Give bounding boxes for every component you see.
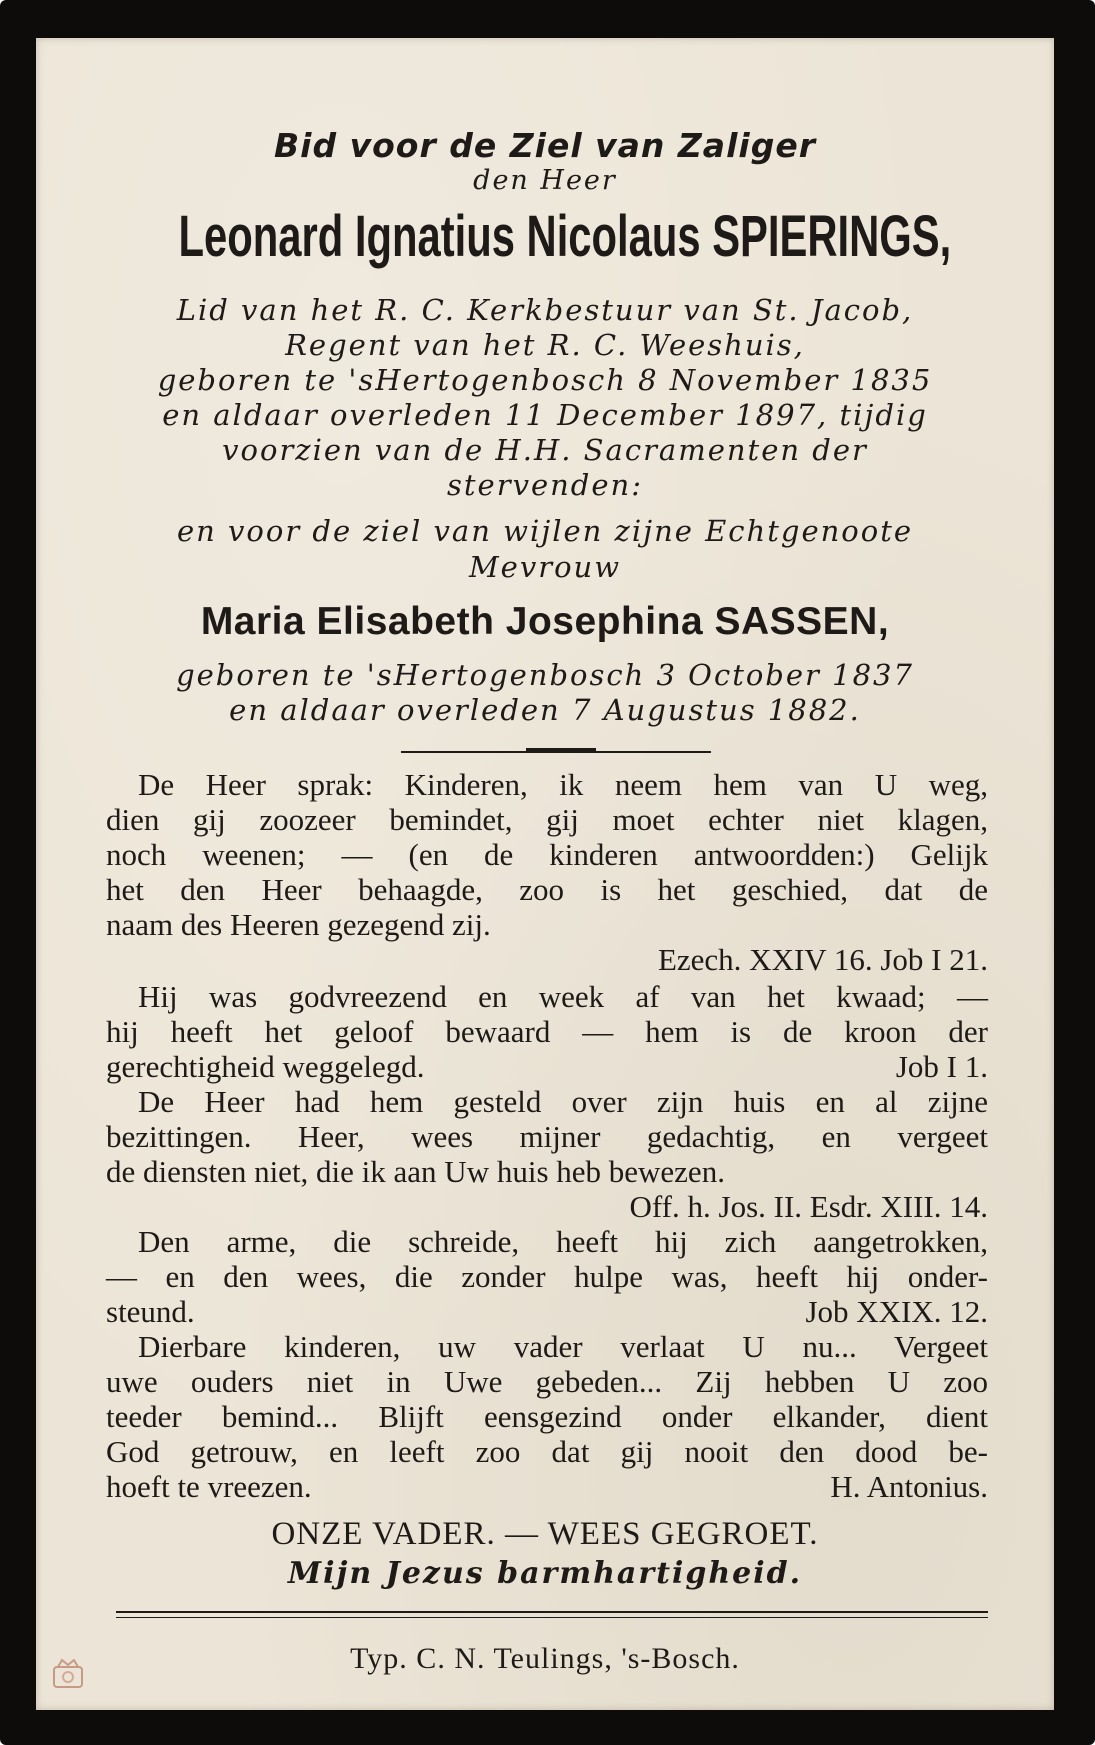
collection-stamp-icon: [48, 1657, 88, 1693]
deceased-sacraments-end: stervenden:: [447, 468, 643, 502]
scripture-reference: Ezech. XXIV 16. Job I 21.: [657, 942, 988, 977]
body-line-21: teeder bemind... Blijft eensgezind onder elkander, dient: [106, 1399, 988, 1434]
body-line-20: uwe ouders niet in Uwe gebeden... Zij hebben U zoo: [106, 1364, 988, 1399]
body-line-17: steund.: [106, 1294, 195, 1329]
body-line-1: De Heer sprak: Kinderen, ik neem hem van U weg,: [138, 767, 988, 802]
deceased-birth: geboren te 'sHertogenbosch 8 November 1835: [157, 363, 933, 397]
printer-credit: Typ. C. N. Teulings, 's-Bosch.: [350, 1642, 740, 1675]
scripture-reference: Job I 1.: [895, 1049, 988, 1084]
spouse-birth: geboren te 'sHertogenbosch 3 October 1837: [176, 658, 914, 692]
header-den-heer: den Heer: [473, 165, 617, 196]
body-line-8: hij heeft het geloof bewaard — hem is de kroon der: [106, 1014, 988, 1049]
deceased-sacraments: voorzien van de H.H. Sacramenten der: [222, 433, 868, 467]
body-line-7: Hij was godvreezend en week af van het kwaad; —: [138, 979, 988, 1014]
closing-prayers: ONZE VADER. — WEES GEGROET.: [271, 1516, 819, 1552]
deceased-role-2: Regent van het R. C. Weeshuis,: [285, 328, 805, 362]
body-line-11: De Heer had hem gesteld over zijn huis en al zijne: [138, 1084, 988, 1119]
body-line-4: het den Heer behaagde, zoo is het geschied, dat de: [106, 872, 988, 907]
body-line-2: dien gij zoozeer bemindet, gij moet echter niet klagen,: [106, 802, 988, 837]
body-line-3: noch weenen; — (en de kinderen antwoordden:) Gelijk: [106, 837, 988, 872]
ornamental-rule-center: [526, 748, 596, 753]
spouse-death: en aldaar overleden 7 Augustus 1882.: [229, 693, 861, 727]
footer-rule-top: [116, 1611, 988, 1613]
body-line-15: Den arme, die schreide, heeft hij zich aangetrokken,: [138, 1224, 988, 1259]
mourning-card-paper: [36, 38, 1054, 1710]
quote-attribution: H. Antonius.: [830, 1469, 988, 1504]
body-line-19: Dierbare kinderen, uw vader verlaat U nu... Vergeet: [138, 1329, 988, 1364]
body-line-16: — en den wees, die zonder hulpe was, heeft hij onder-: [106, 1259, 988, 1294]
closing-invocation: Mijn Jezus barmhartigheid.: [287, 1556, 803, 1591]
footer-rule-bottom: [116, 1617, 988, 1618]
body-line-22: God getrouw, en leeft zoo dat gij nooit den dood be-: [106, 1434, 988, 1469]
spouse-title: Mevrouw: [468, 550, 622, 584]
scripture-reference: Job XXIX. 12.: [805, 1294, 988, 1329]
spouse-name: Maria Elisabeth Josephina SASSEN,: [200, 600, 890, 643]
body-line-12: bezittingen. Heer, wees mijner gedachtig, en vergeet: [106, 1119, 988, 1154]
header-prayer-line: Bid voor de Ziel van Zaliger: [274, 126, 816, 165]
deceased-role-1: Lid van het R. C. Kerkbestuur van St. Jacob,: [176, 293, 914, 327]
body-line-23: hoeft te vreezen.: [106, 1469, 312, 1504]
spouse-intro: en voor de ziel van wijlen zijne Echtgenoote: [176, 514, 914, 548]
body-line-9: gerechtigheid weggelegd.: [106, 1049, 425, 1084]
scripture-reference: Off. h. Jos. II. Esdr. XIII. 14.: [629, 1189, 988, 1224]
deceased-name: Leonard Ignatius Nicolaus SPIERINGS,: [178, 204, 952, 269]
body-line-13: de diensten niet, die ik aan Uw huis heb bewezen.: [106, 1154, 725, 1189]
deceased-death: en aldaar overleden 11 December 1897, tijdig: [162, 398, 928, 432]
body-line-5: naam des Heeren gezegend zij.: [106, 907, 491, 942]
